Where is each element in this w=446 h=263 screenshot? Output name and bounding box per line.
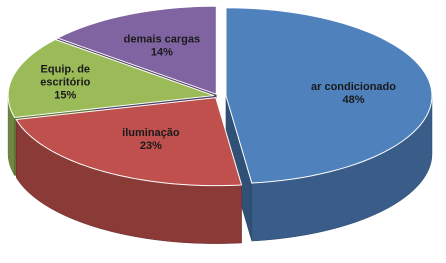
slice-category-label: escritório (40, 76, 91, 89)
slice-category-label: Equip. de (40, 63, 91, 76)
slice-percent-label: 14% (150, 46, 173, 59)
slice-category-label: demais cargas (123, 33, 201, 46)
slice-percent-label: 15% (54, 89, 77, 102)
slice-category-label: iluminação (122, 126, 180, 139)
slice-category-label: ar condicionado (311, 80, 396, 93)
slice-percent-label: 23% (139, 139, 162, 152)
slice-percent-label: 48% (342, 93, 365, 106)
